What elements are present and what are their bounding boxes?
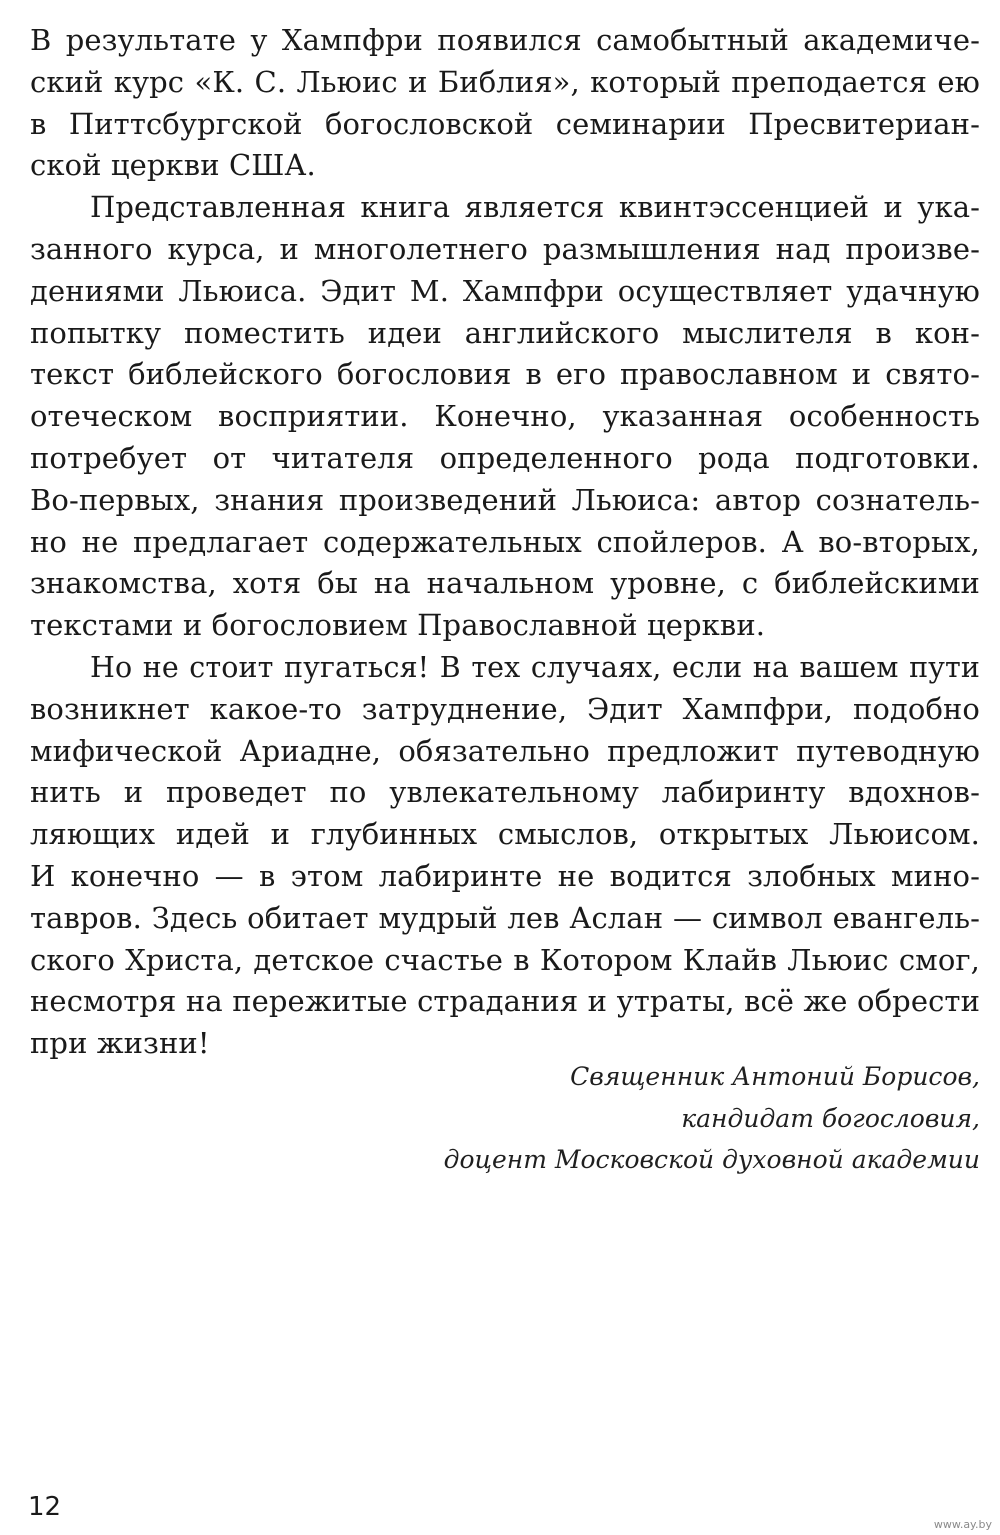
text-line: И конечно — в этом лабиринте не водится злобных мино- [30,858,980,893]
signature-degree: кандидат богословия, [681,1103,980,1133]
text-line: несмотря на пережитые страдания и утраты, всё же обрести [30,984,980,1019]
paragraph-first-line: Представленная книга является квинтэссенцией и ука- [90,190,980,225]
text-line: ской церкви США. [30,148,316,183]
text-line: потребует от читателя определенного рода подготовки. [30,440,980,475]
text-line: ского Христа, детское счастье в Котором Клайв Льюис смог, [30,942,980,977]
text-line: попытку поместить идеи английского мыслителя в кон- [30,315,980,350]
text-line: текст библейского богословия в его православном и свято- [30,357,980,392]
text-line: текстами и богословием Православной церкви. [30,608,766,643]
text-line: возникнет какое-то затруднение, Эдит Хампфри, подобно [30,691,980,726]
text-line: отеческом восприятии. Конечно, указанная особенность [30,399,980,434]
text-line: дениями Льюиса. Эдит М. Хампфри осуществляет удачную [30,273,980,308]
text-line: занного курса, и многолетнего размышления над произве- [30,231,980,266]
signature-block [444,1056,980,1181]
page-number: 12 [28,1492,62,1522]
text-line: Во-первых, знания произведений Льюиса: автор сознатель- [30,482,980,517]
body-text [30,20,980,1065]
watermark: www.ay.by [933,1518,992,1531]
paragraph-first-line: Но не стоит пугаться! В тех случаях, если на вашем пути [90,650,980,684]
text-line: но не предлагает содержательных спойлеров. А во-вторых, [30,524,980,559]
text-line: В результате у Хампфри появился самобытный академиче- [30,23,980,57]
text-line: ский курс «К. С. Льюис и Библия», который преподается ею [30,64,980,99]
text-line: в Питтсбургской богословской семинарии Пресвитериан- [30,106,980,141]
text-line: при жизни! [30,1026,210,1061]
signature-name: Священник Антоний Борисов, [570,1062,980,1091]
signature-position: доцент Московской духовной академии [443,1145,980,1174]
text-line: знакомства, хотя бы на начальном уровне, с библейскими [30,566,980,601]
text-line: мифической Ариадне, обязательно предложит путеводную [30,733,980,768]
text-line: тавров. Здесь обитает мудрый лев Аслан — символ евангель- [30,900,980,935]
text-line: нить и проведет по увлекательному лабиринту вдохнов- [30,775,980,810]
text-line: ляющих идей и глубинных смыслов, открытых Льюисом. [30,817,980,852]
